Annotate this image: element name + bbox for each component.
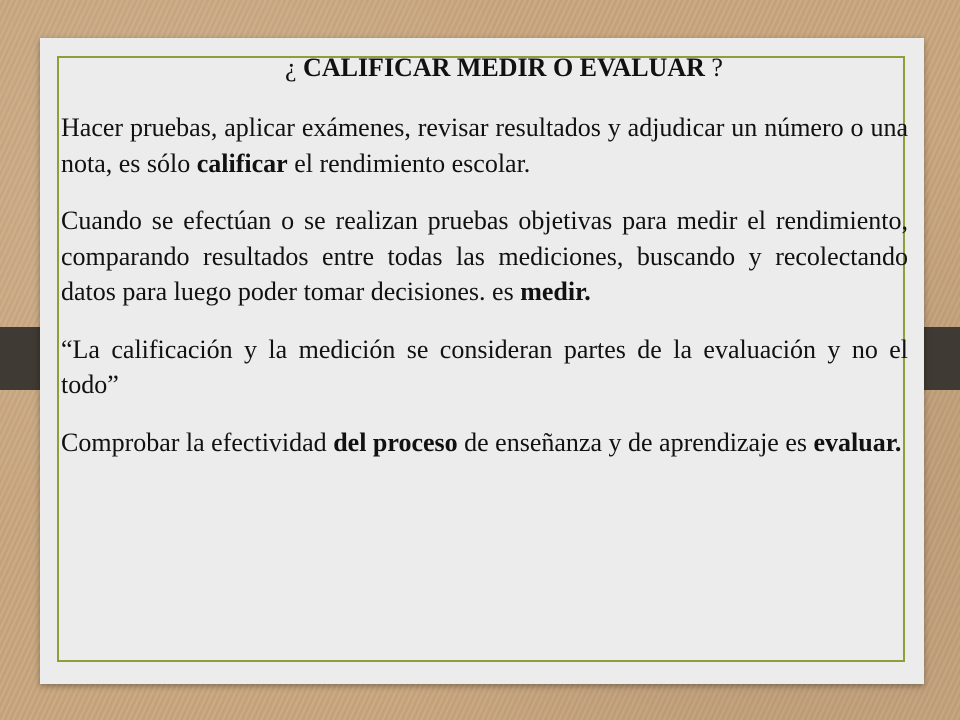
p2-bold: medir.	[520, 277, 591, 306]
p4-bold-2: evaluar.	[813, 427, 902, 457]
paragraph-evaluar	[61, 425, 908, 461]
title-close-mark: ?	[704, 53, 723, 82]
p4-text-a: Comprobar la efectividad	[61, 427, 334, 457]
p1-bold: calificar	[196, 148, 288, 178]
p4-bold-1: del proceso	[333, 427, 458, 457]
paragraph-calificar	[61, 110, 908, 181]
p1-text-a: Hacer pruebas, aplicar exámenes, revisar resultados y adjudicar un número o una nota, es sólo	[61, 113, 908, 178]
p2-text-a: Cuando se efectúan o se realizan pruebas objetivas para medir el rendimiento, comparando resultados entre todas las mediciones, buscando y recolectando datos para luego poder tomar decisiones. es	[61, 206, 908, 306]
title-main: CALIFICAR MEDIR O EVALUAR	[303, 53, 705, 82]
title-open-mark: ¿	[285, 53, 304, 82]
slide-title	[61, 50, 908, 86]
slide-content	[61, 50, 908, 482]
paragraph-medir	[61, 203, 908, 310]
p3-text: “La calificación y la medición se consideran partes de la evaluación y no el todo”	[61, 334, 908, 399]
p1-text-b: el rendimiento escolar.	[287, 148, 531, 178]
paragraph-quote	[61, 332, 908, 403]
p4-text-b: de enseñanza y de aprendizaje es	[457, 427, 814, 457]
